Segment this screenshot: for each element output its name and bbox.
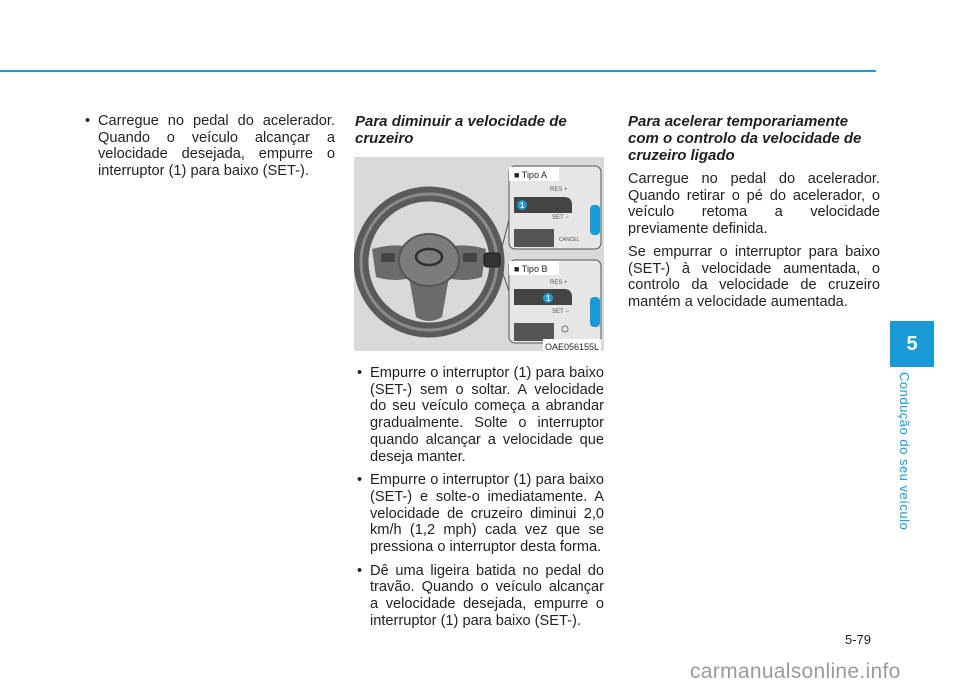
list-item: • Carregue no pedal do acelerador. Quando o veículo alcançar a velocidade desejada, empurre o interruptor (1) para baixo (SET-). — [83, 113, 335, 180]
column-middle — [355, 113, 604, 637]
chapter-number: 5 — [906, 332, 918, 355]
bullet-list — [355, 365, 604, 630]
set-label-a: SET − — [552, 215, 569, 221]
column-right — [628, 113, 880, 317]
list-item: • Dê uma ligeira batida no pedal do travão. Quando o veículo alcançar a velocidade desejada, empurre o interruptor (1) para baixo (SET-). — [355, 563, 604, 630]
type-b-label: ■ Tipo B — [514, 264, 548, 274]
callout-1-b: 1 — [546, 294, 551, 303]
figure-code: OAE056155L — [543, 339, 601, 356]
steering-wheel-icon — [361, 194, 511, 330]
chapter-number-tab — [890, 321, 934, 367]
bullet-list — [83, 113, 335, 180]
steering-wheel-figure — [354, 157, 604, 351]
res-label-b: RES + — [550, 280, 568, 286]
steering-wheel-illustration — [354, 157, 604, 351]
section-heading-accelerate: Para acelerar temporariamente com o controlo da velocidade de cruzeiro ligado — [628, 113, 862, 164]
section-heading-decrease-speed: Para diminuir a velocidade de cruzeiro — [355, 113, 567, 147]
res-label-a: RES + — [550, 187, 568, 193]
callout-1-a: 1 — [520, 201, 525, 210]
paragraph: Carregue no pedal do acelerador. Quando retirar o pé do acelerador, o veículo retoma a velocidade previamente definida. — [628, 171, 880, 238]
page-number: 5-79 — [845, 632, 872, 647]
chapter-title: Condução do seu veículo — [897, 372, 912, 531]
header-rule — [0, 70, 876, 72]
type-a-label: ■ Tipo A — [514, 170, 547, 180]
paragraph: Se empurrar o interruptor para baixo (SET-) à velocidade aumentada, o controlo da velocidade de cruzeiro mantém a velocidade aumentada. — [628, 243, 880, 310]
column-left — [83, 113, 335, 187]
list-item: • Empurre o interruptor (1) para baixo (SET-) sem o soltar. A velocidade do seu veículo começa a abrandar gradualmente. Solte o interruptor quando alcançar a velocidade que deseja manter. — [355, 365, 604, 465]
list-item: • Empurre o interruptor (1) para baixo (SET-) e solte-o imediatamente. A velocidade de cruzeiro diminui 2,0 km/h (1,2 mph) cada vez que se pressiona o interruptor desta forma. — [355, 472, 604, 556]
cancel-label: CANCEL — [559, 237, 580, 243]
watermark: carmanualsonline.info — [690, 660, 901, 683]
set-label-b: SET − — [552, 309, 569, 315]
